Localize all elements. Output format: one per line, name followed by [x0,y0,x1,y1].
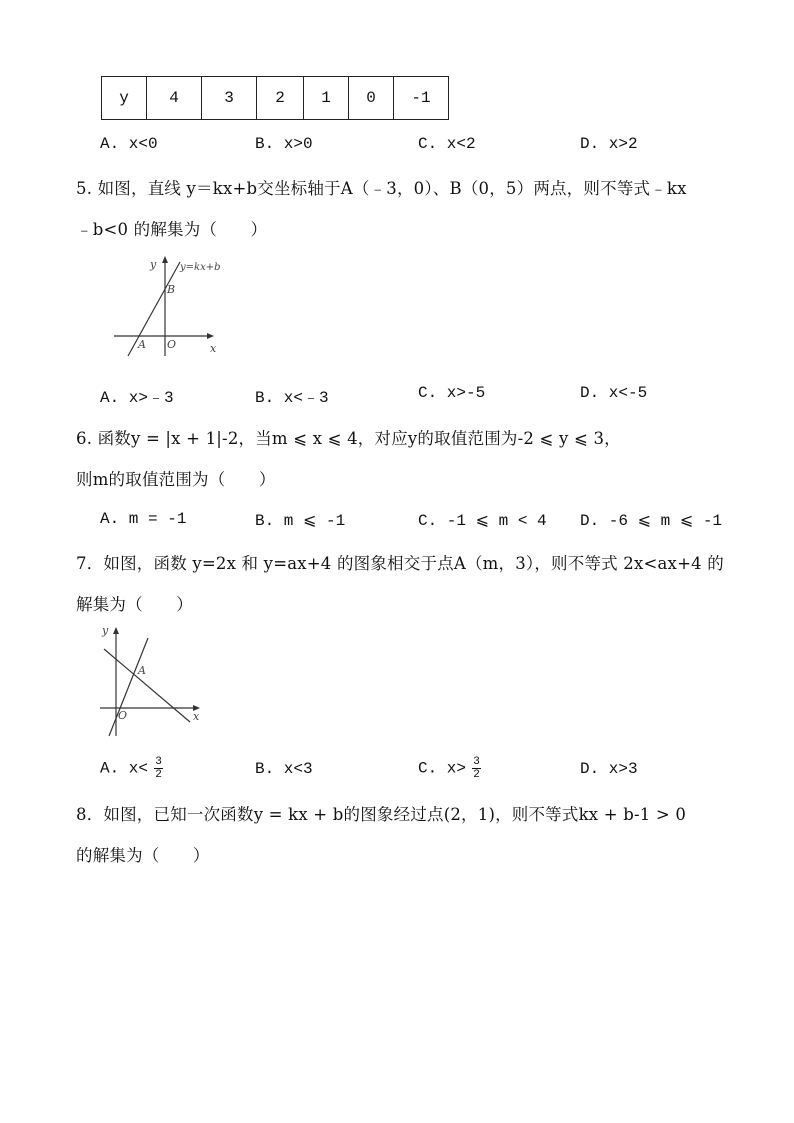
q6-text-line2: 则m的取值范围为（ ） [76,470,276,489]
q5-option-d[interactable]: D. x<-5 [580,384,648,402]
q7-text-line1: 7．如图，函数 y=2x 和 y=ax+4 的图象相交于点A（m，3），则不等式 2x<ax+4 的 [76,554,724,573]
q7-graph [96,622,208,740]
q7-option-d[interactable]: D. x>3 [580,760,638,778]
q7-option-a[interactable] [100,756,163,781]
y-axis-arrow [113,627,119,634]
fraction-denominator: 2 [473,769,480,781]
origin-label: O [167,338,177,351]
q5-graph [110,252,260,364]
q7-option-b[interactable]: B. x<3 [255,760,313,778]
q4-option-d[interactable]: D. x>2 [580,135,638,153]
table-cell: 3 [202,77,257,120]
origin-label: O [118,709,128,722]
table-row [102,77,449,120]
table-cell: 0 [349,77,394,120]
q7-option-c[interactable] [418,756,481,781]
table-cell: -1 [394,77,449,120]
fraction [472,756,481,781]
x-label: x [210,342,217,355]
fraction-numerator: 3 [473,756,480,768]
table-cell: 1 [304,77,349,120]
q5-text-line2: ﹣b<0 的解集为（ ） [76,220,268,239]
q7-text-line2: 解集为（ ） [76,595,193,614]
q6-option-b[interactable]: B. m ⩽ -1 [255,512,346,530]
q6-option-c[interactable]: C. -1 ⩽ m < 4 [418,512,547,530]
y-label: y [150,258,157,271]
q6-text-line1: 6. 函数y = |x + 1|-2，当m ⩽ x ⩽ 4，对应y的取值范围为-2 ⩽ y ⩽ 3， [76,429,621,448]
x-label: x [193,710,200,723]
line-equation-label: y=kx+b [180,262,221,273]
q5-option-b[interactable]: B. x<﹣3 [255,389,329,407]
q4-option-a[interactable]: A. x<0 [100,135,158,153]
fraction-denominator: 2 [155,769,162,781]
fraction [154,756,163,781]
q6-option-d[interactable]: D. -6 ⩽ m ⩽ -1 [580,512,723,530]
y-label: y [102,624,109,637]
line-ax-plus-4 [104,649,190,722]
table-cell: y [102,77,147,120]
q7-option-c-prefix: C. x> [418,759,467,778]
q8-text-line1: 8．如图，已知一次函数y = kx + b的图象经过点(2，1)，则不等式kx + b-1 > 0 [76,805,687,824]
q7-option-a-prefix: A. x< [100,759,149,778]
point-a-label: A [138,338,146,351]
x-axis-arrow [207,333,214,339]
point-a-label: A [138,664,146,677]
line-2x [109,638,148,736]
y-axis-arrow [162,256,168,263]
q4-option-b[interactable]: B. x>0 [255,135,313,153]
q6-option-a[interactable]: A. m = -1 [100,510,187,528]
value-table [101,76,449,120]
q5-option-c[interactable]: C. x>-5 [418,384,486,402]
q5-text-line1: 5. 如图，直线 y＝kx+b交坐标轴于A（﹣3，0）、B（0，5）两点，则不等式﹣kx [76,179,687,198]
table-cell: 2 [257,77,304,120]
q4-option-c[interactable]: C. x<2 [418,135,476,153]
fraction-numerator: 3 [155,756,162,768]
q8-text-line2: 的解集为（ ） [76,846,210,865]
point-b-label: B [167,283,176,296]
q5-option-a[interactable]: A. x>﹣3 [100,389,174,407]
table-cell: 4 [147,77,202,120]
